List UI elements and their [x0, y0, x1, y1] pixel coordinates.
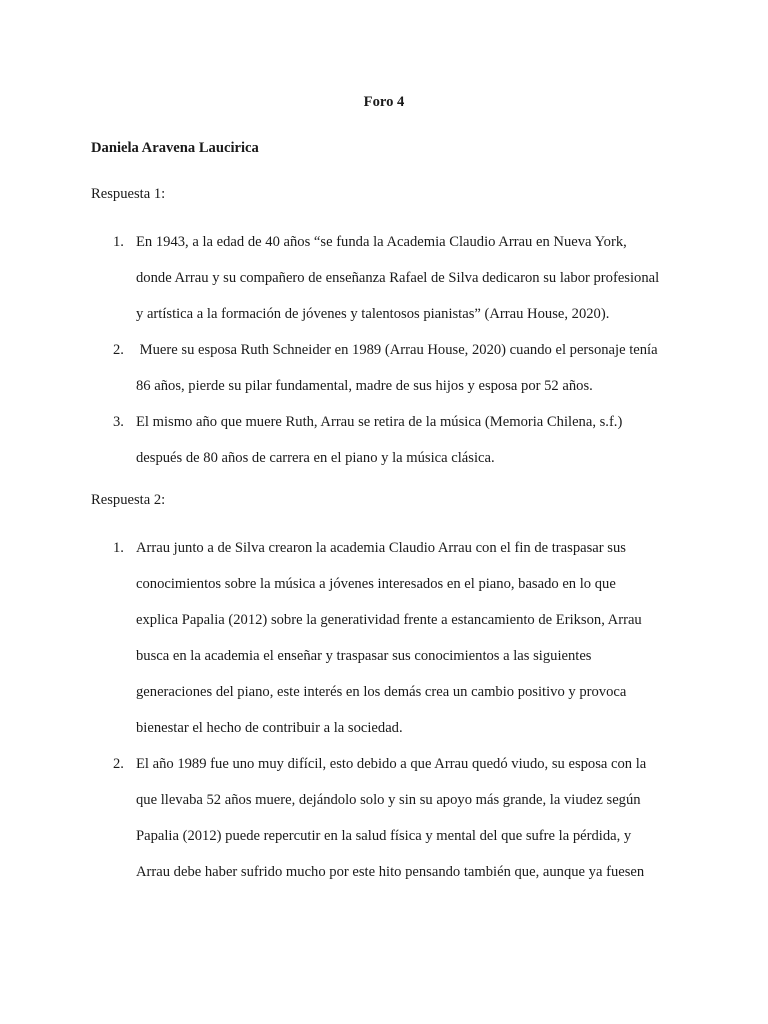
- list-item-line: conocimientos sobre la música a jóvenes interesados en el piano, basado en lo que: [136, 576, 616, 592]
- list-item: [91, 746, 691, 890]
- list-item-number: 1.: [113, 540, 124, 556]
- list-item-number: 2.: [113, 756, 124, 772]
- list-item-line: después de 80 años de carrera en el piano y la música clásica.: [136, 450, 495, 466]
- list-item: [91, 332, 691, 404]
- list-item: [91, 404, 691, 476]
- list-item-line: En 1943, a la edad de 40 años “se funda la Academia Claudio Arrau en Nueva York,: [136, 234, 627, 250]
- section-heading-respuesta-2: Respuesta 2:: [91, 492, 166, 508]
- list-item-line: Arrau junto a de Silva crearon la academia Claudio Arrau con el fin de traspasar sus: [136, 540, 626, 556]
- list-item-line: donde Arrau y su compañero de enseñanza Rafael de Silva dedicaron su labor profesional: [136, 270, 660, 286]
- document-title: Foro 4: [363, 94, 405, 110]
- section-heading-respuesta-1: Respuesta 1:: [91, 186, 166, 202]
- list-item-line: Muere su esposa Ruth Schneider en 1989 (Arrau House, 2020) cuando el personaje tenía: [136, 342, 658, 358]
- list-item-number: 2.: [113, 342, 124, 358]
- list-item-line: Papalia (2012) puede repercutir en la salud física y mental del que sufre la pérdida, y: [136, 828, 632, 844]
- list-item-line: Arrau debe haber sufrido mucho por este hito pensando también que, aunque ya fuesen: [136, 864, 645, 880]
- answer-list-respuesta-1: [91, 224, 691, 476]
- list-item-number: 1.: [113, 234, 124, 250]
- list-item-line: y artística a la formación de jóvenes y talentosos pianistas” (Arrau House, 2020).: [136, 306, 610, 322]
- list-item-line: generaciones del piano, este interés en los demás crea un cambio positivo y provoca: [136, 684, 627, 700]
- list-item-line: 86 años, pierde su pilar fundamental, madre de sus hijos y esposa por 52 años.: [136, 378, 593, 394]
- list-item-line: El mismo año que muere Ruth, Arrau se retira de la música (Memoria Chilena, s.f.): [136, 414, 623, 430]
- list-item-line: explica Papalia (2012) sobre la generatividad frente a estancamiento de Erikson, Arrau: [136, 612, 642, 628]
- list-item: [91, 530, 691, 746]
- author-name: Daniela Aravena Laucirica: [91, 140, 259, 156]
- list-item-number: 3.: [113, 414, 124, 430]
- list-item-line: El año 1989 fue uno muy difícil, esto debido a que Arrau quedó viudo, su esposa con la: [136, 756, 647, 772]
- list-item: [91, 224, 691, 332]
- list-item-line: que llevaba 52 años muere, dejándolo solo y sin su apoyo más grande, la viudez según: [136, 792, 641, 808]
- answer-list-respuesta-2: [91, 530, 691, 890]
- list-item-line: bienestar el hecho de contribuir a la sociedad.: [136, 720, 403, 736]
- list-item-line: busca en la academia el enseñar y traspasar sus conocimientos a las siguientes: [136, 648, 592, 664]
